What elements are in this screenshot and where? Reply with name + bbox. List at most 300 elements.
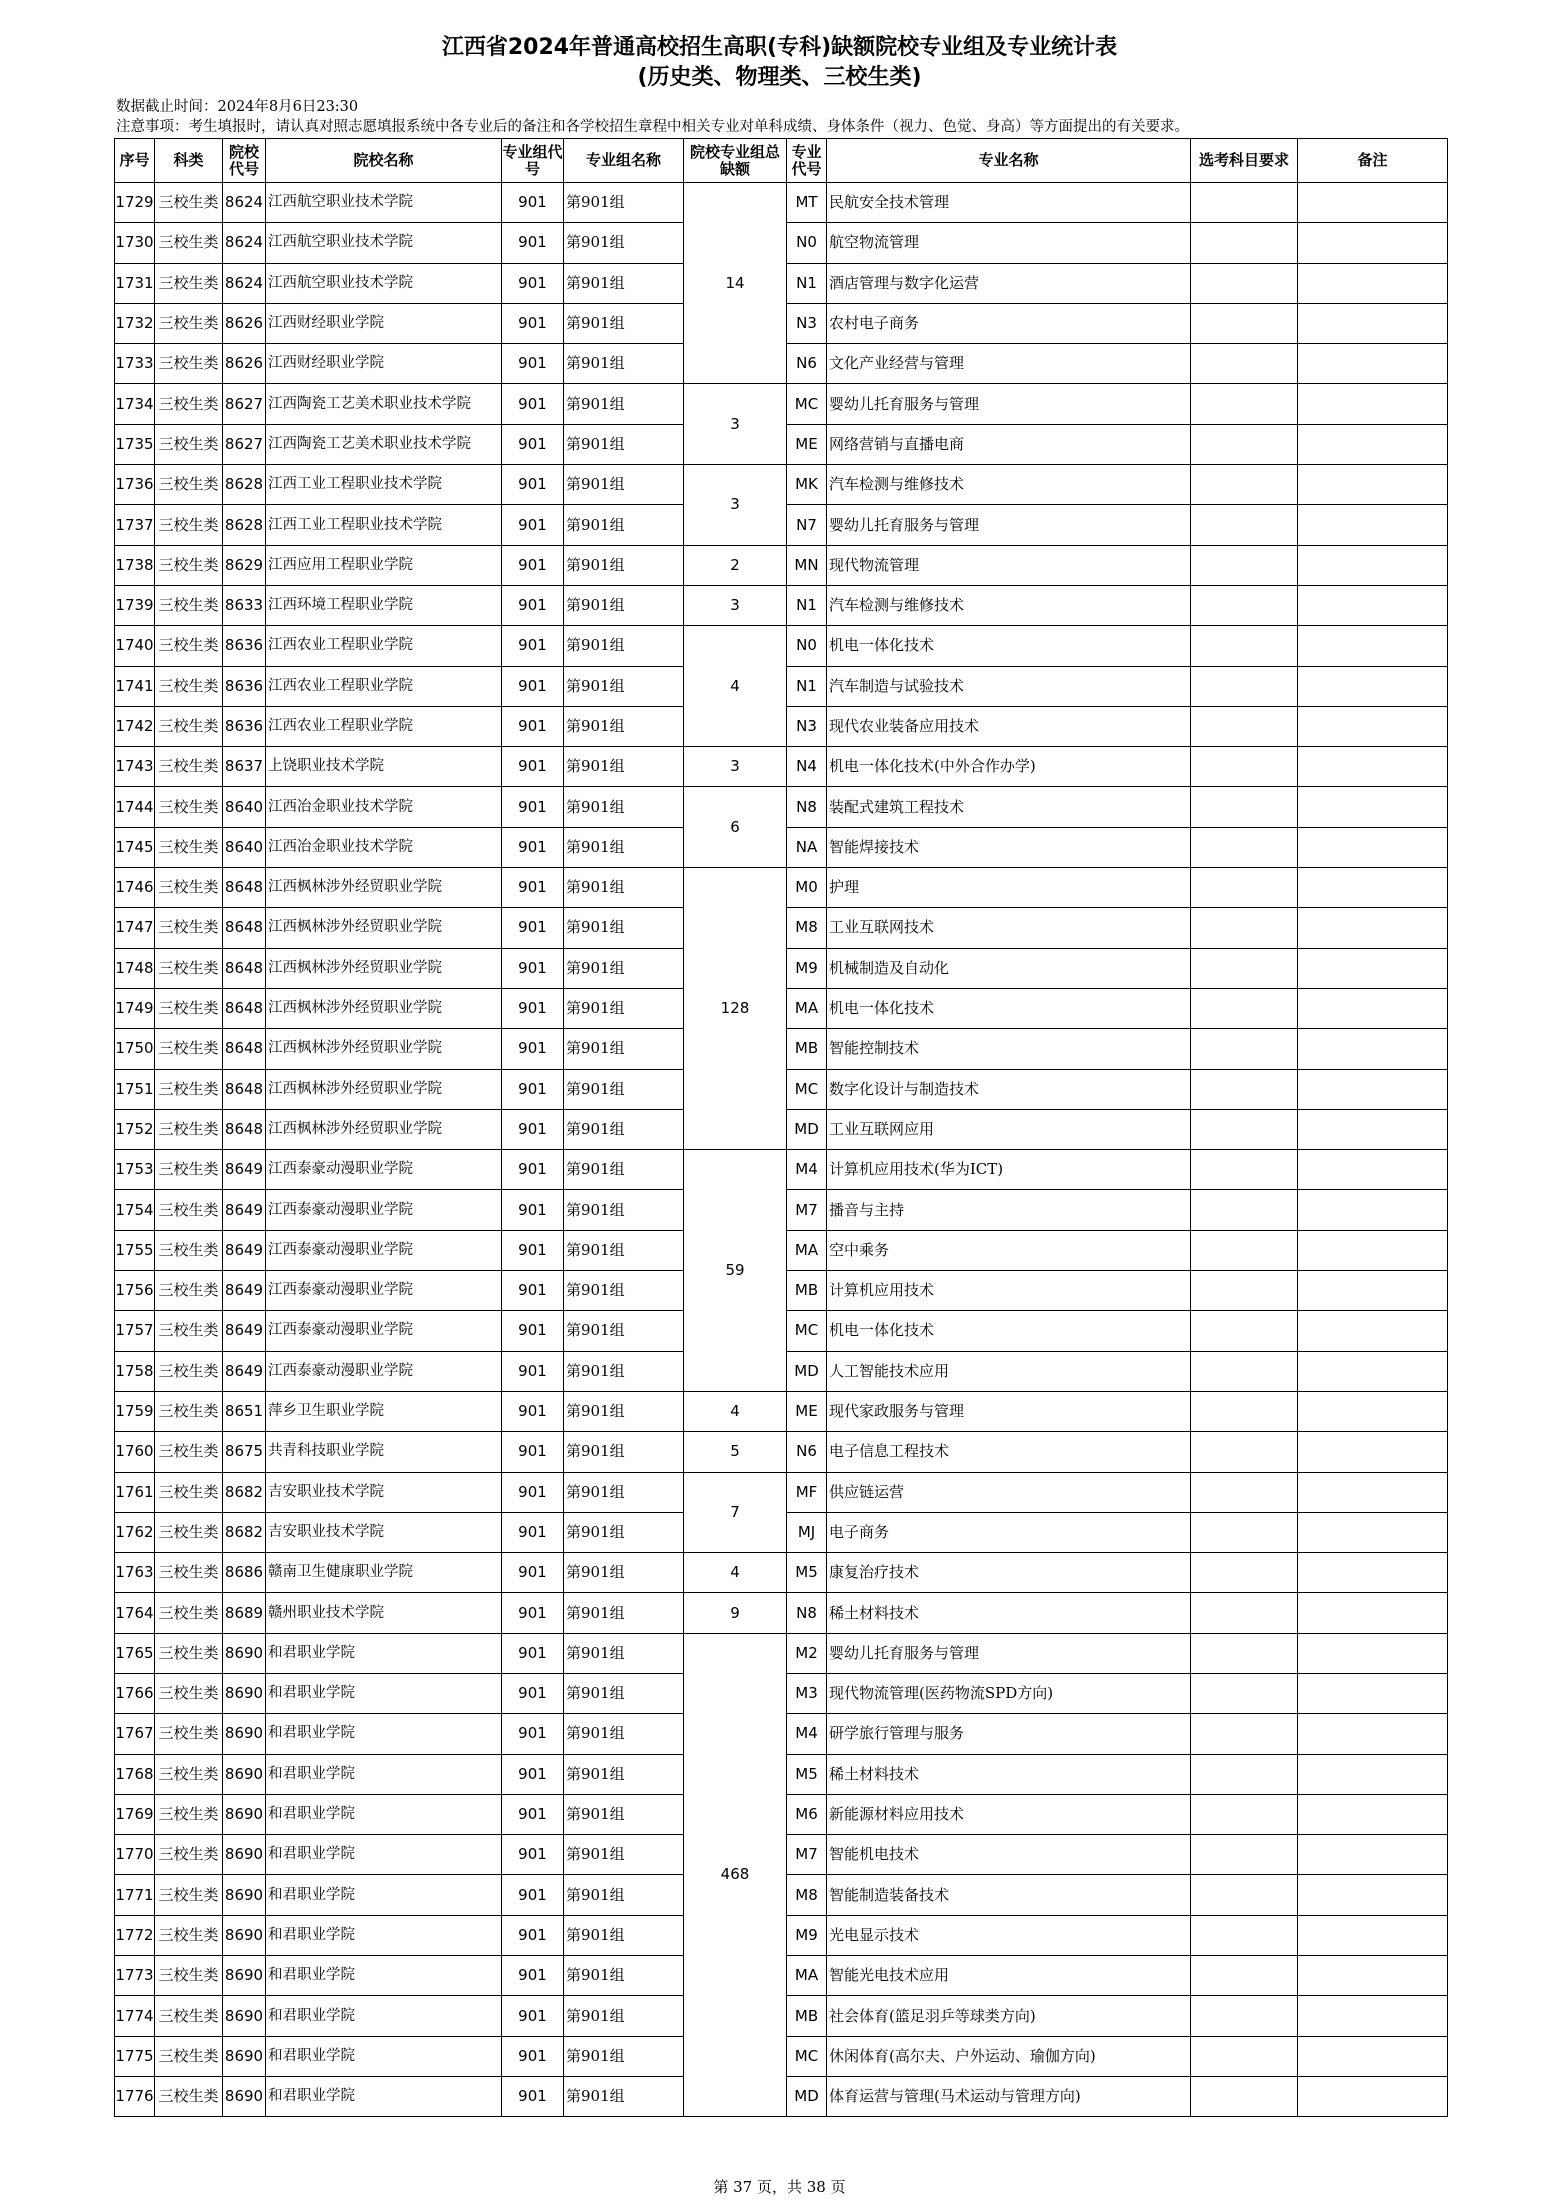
row-group-name: 第901组 <box>564 1190 684 1230</box>
row-subject-req <box>1191 1875 1298 1915</box>
row-seq: 1742 <box>115 706 155 746</box>
row-category: 三校生类 <box>155 183 223 223</box>
row-group-code: 901 <box>502 1311 564 1351</box>
row-subject-req <box>1191 1996 1298 2036</box>
row-school-name: 和君职业学院 <box>266 1996 502 2036</box>
row-school-code: 8624 <box>223 263 266 303</box>
row-school-name: 和君职业学院 <box>266 1915 502 1955</box>
row-school-code: 8629 <box>223 545 266 585</box>
row-major-code: M7 <box>787 1835 827 1875</box>
row-school-code: 8651 <box>223 1391 266 1431</box>
row-remark <box>1298 988 1448 1028</box>
row-group-name: 第901组 <box>564 666 684 706</box>
row-seq: 1738 <box>115 545 155 585</box>
row-major-code: MK <box>787 465 827 505</box>
row-major-name: 婴幼儿托育服务与管理 <box>827 1633 1191 1673</box>
row-major-code: N0 <box>787 626 827 666</box>
row-school-name: 江西泰豪动漫职业学院 <box>266 1190 502 1230</box>
row-subject-req <box>1191 1956 1298 1996</box>
row-subject-req <box>1191 666 1298 706</box>
row-school-name: 和君职业学院 <box>266 1835 502 1875</box>
row-subject-req <box>1191 1472 1298 1512</box>
row-group-vacancy: 14 <box>684 183 787 384</box>
row-category: 三校生类 <box>155 1311 223 1351</box>
row-major-code: NA <box>787 827 827 867</box>
header-category: 科类 <box>155 139 223 183</box>
row-seq: 1745 <box>115 827 155 867</box>
row-major-name: 民航安全技术管理 <box>827 183 1191 223</box>
row-school-code: 8648 <box>223 1109 266 1149</box>
row-seq: 1770 <box>115 1835 155 1875</box>
row-major-name: 汽车检测与维修技术 <box>827 585 1191 625</box>
row-subject-req <box>1191 1391 1298 1431</box>
row-group-name: 第901组 <box>564 1271 684 1311</box>
row-school-code: 8690 <box>223 1996 266 2036</box>
row-major-name: 文化产业经营与管理 <box>827 344 1191 384</box>
row-subject-req <box>1191 1794 1298 1834</box>
row-school-name: 江西工业工程职业技术学院 <box>266 465 502 505</box>
row-school-code: 8648 <box>223 948 266 988</box>
row-seq: 1748 <box>115 948 155 988</box>
row-school-code: 8690 <box>223 1956 266 1996</box>
row-seq: 1760 <box>115 1432 155 1472</box>
row-school-name: 江西工业工程职业技术学院 <box>266 505 502 545</box>
row-category: 三校生类 <box>155 1271 223 1311</box>
row-major-code: MB <box>787 1029 827 1069</box>
row-school-code: 8628 <box>223 465 266 505</box>
row-group-name: 第901组 <box>564 1391 684 1431</box>
row-seq: 1763 <box>115 1553 155 1593</box>
row-school-code: 8675 <box>223 1432 266 1472</box>
row-seq: 1736 <box>115 465 155 505</box>
row-category: 三校生类 <box>155 344 223 384</box>
row-school-name: 和君职业学院 <box>266 1633 502 1673</box>
table-row <box>115 1472 1448 1512</box>
page-title: 江西省2024年普通高校招生高职(专科)缺额院校专业组及专业统计表 <box>441 35 1118 60</box>
row-remark <box>1298 827 1448 867</box>
row-major-name: 汽车制造与试验技术 <box>827 666 1191 706</box>
row-category: 三校生类 <box>155 1553 223 1593</box>
row-school-name: 江西陶瓷工艺美术职业技术学院 <box>266 424 502 464</box>
row-school-code: 8636 <box>223 666 266 706</box>
row-subject-req <box>1191 868 1298 908</box>
row-subject-req <box>1191 1190 1298 1230</box>
row-major-code: ME <box>787 1391 827 1431</box>
row-subject-req <box>1191 1512 1298 1552</box>
row-seq: 1747 <box>115 908 155 948</box>
row-subject-req <box>1191 1915 1298 1955</box>
row-remark <box>1298 1029 1448 1069</box>
row-remark <box>1298 1673 1448 1713</box>
row-group-code: 901 <box>502 1956 564 1996</box>
row-school-name: 赣南卫生健康职业学院 <box>266 1553 502 1593</box>
row-seq: 1757 <box>115 1311 155 1351</box>
row-major-code: M5 <box>787 1553 827 1593</box>
row-school-code: 8636 <box>223 706 266 746</box>
row-remark <box>1298 465 1448 505</box>
row-seq: 1772 <box>115 1915 155 1955</box>
row-group-name: 第901组 <box>564 545 684 585</box>
row-group-name: 第901组 <box>564 908 684 948</box>
row-group-name: 第901组 <box>564 827 684 867</box>
row-school-code: 8624 <box>223 223 266 263</box>
row-major-code: MA <box>787 988 827 1028</box>
row-seq: 1755 <box>115 1230 155 1270</box>
row-major-code: MF <box>787 1472 827 1512</box>
row-remark <box>1298 303 1448 343</box>
row-school-code: 8682 <box>223 1472 266 1512</box>
row-major-code: M9 <box>787 1915 827 1955</box>
row-group-code: 901 <box>502 183 564 223</box>
row-major-code: MN <box>787 545 827 585</box>
row-school-name: 江西泰豪动漫职业学院 <box>266 1271 502 1311</box>
row-remark <box>1298 1432 1448 1472</box>
row-category: 三校生类 <box>155 1512 223 1552</box>
row-major-name: 机电一体化技术 <box>827 1311 1191 1351</box>
row-category: 三校生类 <box>155 1069 223 1109</box>
row-category: 三校生类 <box>155 1714 223 1754</box>
row-seq: 1774 <box>115 1996 155 2036</box>
row-group-vacancy: 9 <box>684 1593 787 1633</box>
row-subject-req <box>1191 1069 1298 1109</box>
row-subject-req <box>1191 1150 1298 1190</box>
row-remark <box>1298 747 1448 787</box>
row-school-name: 和君职业学院 <box>266 2036 502 2076</box>
row-group-code: 901 <box>502 1673 564 1713</box>
row-seq: 1750 <box>115 1029 155 1069</box>
row-school-name: 江西航空职业技术学院 <box>266 223 502 263</box>
row-group-code: 901 <box>502 948 564 988</box>
row-school-code: 8648 <box>223 988 266 1028</box>
row-group-vacancy: 3 <box>684 585 787 625</box>
row-school-name: 江西枫林涉外经贸职业学院 <box>266 988 502 1028</box>
row-school-code: 8649 <box>223 1351 266 1391</box>
row-school-name: 赣州职业技术学院 <box>266 1593 502 1633</box>
row-remark <box>1298 1069 1448 1109</box>
row-seq: 1762 <box>115 1512 155 1552</box>
row-remark <box>1298 223 1448 263</box>
row-seq: 1775 <box>115 2036 155 2076</box>
row-group-name: 第901组 <box>564 706 684 746</box>
row-group-code: 901 <box>502 585 564 625</box>
row-group-code: 901 <box>502 868 564 908</box>
row-school-code: 8633 <box>223 585 266 625</box>
row-subject-req <box>1191 1311 1298 1351</box>
row-category: 三校生类 <box>155 1472 223 1512</box>
row-group-code: 901 <box>502 1230 564 1270</box>
table-row <box>115 747 1448 787</box>
row-group-vacancy: 7 <box>684 1472 787 1553</box>
row-seq: 1739 <box>115 585 155 625</box>
row-major-name: 装配式建筑工程技术 <box>827 787 1191 827</box>
row-major-code: N0 <box>787 223 827 263</box>
row-category: 三校生类 <box>155 1956 223 1996</box>
row-subject-req <box>1191 183 1298 223</box>
row-subject-req <box>1191 263 1298 303</box>
row-major-name: 机电一体化技术 <box>827 626 1191 666</box>
row-seq: 1733 <box>115 344 155 384</box>
row-remark <box>1298 1109 1448 1149</box>
row-category: 三校生类 <box>155 1754 223 1794</box>
row-major-name: 体育运营与管理(马术运动与管理方向) <box>827 2076 1191 2116</box>
row-remark <box>1298 908 1448 948</box>
row-school-name: 江西陶瓷工艺美术职业技术学院 <box>266 384 502 424</box>
row-group-name: 第901组 <box>564 1633 684 1673</box>
row-group-code: 901 <box>502 344 564 384</box>
row-seq: 1771 <box>115 1875 155 1915</box>
row-group-vacancy: 3 <box>684 384 787 465</box>
row-major-name: 人工智能技术应用 <box>827 1351 1191 1391</box>
row-major-name: 供应链运营 <box>827 1472 1191 1512</box>
row-major-name: 智能制造装备技术 <box>827 1875 1191 1915</box>
row-category: 三校生类 <box>155 384 223 424</box>
row-group-name: 第901组 <box>564 1794 684 1834</box>
row-category: 三校生类 <box>155 303 223 343</box>
row-subject-req <box>1191 223 1298 263</box>
row-major-name: 智能控制技术 <box>827 1029 1191 1069</box>
row-major-name: 研学旅行管理与服务 <box>827 1714 1191 1754</box>
row-school-code: 8690 <box>223 2076 266 2116</box>
row-group-name: 第901组 <box>564 1714 684 1754</box>
row-school-code: 8640 <box>223 787 266 827</box>
row-subject-req <box>1191 1593 1298 1633</box>
row-major-name: 工业互联网技术 <box>827 908 1191 948</box>
row-subject-req <box>1191 465 1298 505</box>
row-school-name: 上饶职业技术学院 <box>266 747 502 787</box>
row-major-name: 现代物流管理 <box>827 545 1191 585</box>
row-major-name: 数字化设计与制造技术 <box>827 1069 1191 1109</box>
table-row <box>115 787 1448 827</box>
row-school-code: 8690 <box>223 1714 266 1754</box>
row-school-name: 江西枫林涉外经贸职业学院 <box>266 1029 502 1069</box>
row-group-code: 901 <box>502 223 564 263</box>
row-group-name: 第901组 <box>564 626 684 666</box>
row-major-name: 智能光电技术应用 <box>827 1956 1191 1996</box>
row-major-name: 网络营销与直播电商 <box>827 424 1191 464</box>
row-major-code: N1 <box>787 666 827 706</box>
row-group-code: 901 <box>502 505 564 545</box>
row-school-name: 江西枫林涉外经贸职业学院 <box>266 868 502 908</box>
row-major-code: MC <box>787 1311 827 1351</box>
row-major-code: N8 <box>787 787 827 827</box>
row-group-code: 901 <box>502 1633 564 1673</box>
row-remark <box>1298 1875 1448 1915</box>
row-subject-req <box>1191 303 1298 343</box>
row-group-name: 第901组 <box>564 344 684 384</box>
row-group-code: 901 <box>502 263 564 303</box>
row-major-code: N8 <box>787 1593 827 1633</box>
row-group-code: 901 <box>502 1754 564 1794</box>
row-school-code: 8690 <box>223 1875 266 1915</box>
row-group-name: 第901组 <box>564 183 684 223</box>
vacancy-table <box>114 138 1448 2117</box>
row-group-code: 901 <box>502 1391 564 1431</box>
row-group-vacancy: 3 <box>684 465 787 546</box>
row-school-name: 江西泰豪动漫职业学院 <box>266 1150 502 1190</box>
row-school-code: 8649 <box>223 1311 266 1351</box>
row-group-code: 901 <box>502 1351 564 1391</box>
row-school-name: 江西环境工程职业学院 <box>266 585 502 625</box>
row-remark <box>1298 1714 1448 1754</box>
row-major-code: M9 <box>787 948 827 988</box>
row-major-code: M7 <box>787 1190 827 1230</box>
row-group-name: 第901组 <box>564 1593 684 1633</box>
row-major-code: N4 <box>787 747 827 787</box>
row-seq: 1737 <box>115 505 155 545</box>
row-group-code: 901 <box>502 1069 564 1109</box>
row-remark <box>1298 585 1448 625</box>
row-group-vacancy: 5 <box>684 1432 787 1472</box>
row-major-name: 播音与主持 <box>827 1190 1191 1230</box>
table-row <box>115 465 1448 505</box>
row-seq: 1746 <box>115 868 155 908</box>
row-category: 三校生类 <box>155 545 223 585</box>
row-seq: 1752 <box>115 1109 155 1149</box>
row-category: 三校生类 <box>155 1794 223 1834</box>
row-group-name: 第901组 <box>564 948 684 988</box>
row-major-name: 电子商务 <box>827 1512 1191 1552</box>
row-school-name: 共青科技职业学院 <box>266 1432 502 1472</box>
row-group-code: 901 <box>502 1472 564 1512</box>
row-subject-req <box>1191 344 1298 384</box>
row-category: 三校生类 <box>155 868 223 908</box>
row-group-name: 第901组 <box>564 1512 684 1552</box>
table-row <box>115 1553 1448 1593</box>
row-group-code: 901 <box>502 988 564 1028</box>
row-school-code: 8686 <box>223 1553 266 1593</box>
header-school-name: 院校名称 <box>266 139 502 183</box>
row-category: 三校生类 <box>155 1190 223 1230</box>
row-category: 三校生类 <box>155 1391 223 1431</box>
row-subject-req <box>1191 1553 1298 1593</box>
row-major-name: 空中乘务 <box>827 1230 1191 1270</box>
row-major-code: N7 <box>787 505 827 545</box>
row-seq: 1764 <box>115 1593 155 1633</box>
row-school-code: 8636 <box>223 626 266 666</box>
row-category: 三校生类 <box>155 948 223 988</box>
row-major-code: MT <box>787 183 827 223</box>
table-row <box>115 183 1448 223</box>
row-group-code: 901 <box>502 1512 564 1552</box>
row-seq: 1730 <box>115 223 155 263</box>
row-category: 三校生类 <box>155 1351 223 1391</box>
row-subject-req <box>1191 1271 1298 1311</box>
row-category: 三校生类 <box>155 1875 223 1915</box>
row-seq: 1749 <box>115 988 155 1028</box>
row-major-code: MD <box>787 2076 827 2116</box>
row-group-vacancy: 4 <box>684 1553 787 1593</box>
row-school-code: 8628 <box>223 505 266 545</box>
row-group-code: 901 <box>502 747 564 787</box>
row-major-code: M8 <box>787 908 827 948</box>
row-category: 三校生类 <box>155 2076 223 2116</box>
row-major-code: N3 <box>787 706 827 746</box>
row-group-code: 901 <box>502 2076 564 2116</box>
row-major-name: 汽车检测与维修技术 <box>827 465 1191 505</box>
row-subject-req <box>1191 747 1298 787</box>
row-seq: 1732 <box>115 303 155 343</box>
row-seq: 1741 <box>115 666 155 706</box>
row-major-code: M5 <box>787 1754 827 1794</box>
row-major-code: MJ <box>787 1512 827 1552</box>
row-major-code: MB <box>787 1271 827 1311</box>
row-major-name: 电子信息工程技术 <box>827 1432 1191 1472</box>
row-major-name: 计算机应用技术(华为ICT) <box>827 1150 1191 1190</box>
row-major-code: MA <box>787 1956 827 1996</box>
row-group-code: 901 <box>502 465 564 505</box>
row-school-name: 江西农业工程职业学院 <box>266 666 502 706</box>
row-school-code: 8649 <box>223 1271 266 1311</box>
row-remark <box>1298 706 1448 746</box>
row-seq: 1735 <box>115 424 155 464</box>
row-subject-req <box>1191 787 1298 827</box>
row-remark <box>1298 1230 1448 1270</box>
row-group-code: 901 <box>502 545 564 585</box>
row-seq: 1729 <box>115 183 155 223</box>
row-seq: 1744 <box>115 787 155 827</box>
table-header-row <box>115 139 1448 183</box>
row-remark <box>1298 626 1448 666</box>
row-group-name: 第901组 <box>564 505 684 545</box>
row-group-code: 901 <box>502 303 564 343</box>
row-remark <box>1298 1633 1448 1673</box>
row-group-name: 第901组 <box>564 2036 684 2076</box>
row-school-code: 8624 <box>223 183 266 223</box>
page-footer: 第 37 页，共 38 页 <box>713 2178 846 2196</box>
row-major-code: MA <box>787 1230 827 1270</box>
row-group-name: 第901组 <box>564 1432 684 1472</box>
row-seq: 1756 <box>115 1271 155 1311</box>
row-group-name: 第901组 <box>564 1029 684 1069</box>
row-group-vacancy: 4 <box>684 1391 787 1431</box>
row-school-name: 江西农业工程职业学院 <box>266 706 502 746</box>
table-row <box>115 1633 1448 1673</box>
row-remark <box>1298 1794 1448 1834</box>
table-row <box>115 585 1448 625</box>
row-school-code: 8640 <box>223 827 266 867</box>
row-category: 三校生类 <box>155 1633 223 1673</box>
row-major-name: 休闲体育(高尔夫、户外运动、瑜伽方向) <box>827 2036 1191 2076</box>
table-row <box>115 1391 1448 1431</box>
row-group-name: 第901组 <box>564 1835 684 1875</box>
row-remark <box>1298 545 1448 585</box>
row-seq: 1758 <box>115 1351 155 1391</box>
row-subject-req <box>1191 545 1298 585</box>
row-group-vacancy: 468 <box>684 1633 787 2117</box>
row-subject-req <box>1191 424 1298 464</box>
header-seq: 序号 <box>115 139 155 183</box>
row-remark <box>1298 1391 1448 1431</box>
row-major-code: MC <box>787 1069 827 1109</box>
row-category: 三校生类 <box>155 1835 223 1875</box>
row-category: 三校生类 <box>155 747 223 787</box>
row-school-code: 8649 <box>223 1230 266 1270</box>
row-remark <box>1298 1915 1448 1955</box>
row-seq: 1753 <box>115 1150 155 1190</box>
row-group-name: 第901组 <box>564 424 684 464</box>
row-category: 三校生类 <box>155 465 223 505</box>
row-category: 三校生类 <box>155 223 223 263</box>
row-group-vacancy: 2 <box>684 545 787 585</box>
row-group-name: 第901组 <box>564 868 684 908</box>
row-group-name: 第901组 <box>564 1996 684 2036</box>
row-seq: 1766 <box>115 1673 155 1713</box>
row-category: 三校生类 <box>155 1432 223 1472</box>
row-group-code: 901 <box>502 787 564 827</box>
header-remark: 备注 <box>1298 139 1448 183</box>
row-school-name: 和君职业学院 <box>266 1714 502 1754</box>
table-row <box>115 1593 1448 1633</box>
